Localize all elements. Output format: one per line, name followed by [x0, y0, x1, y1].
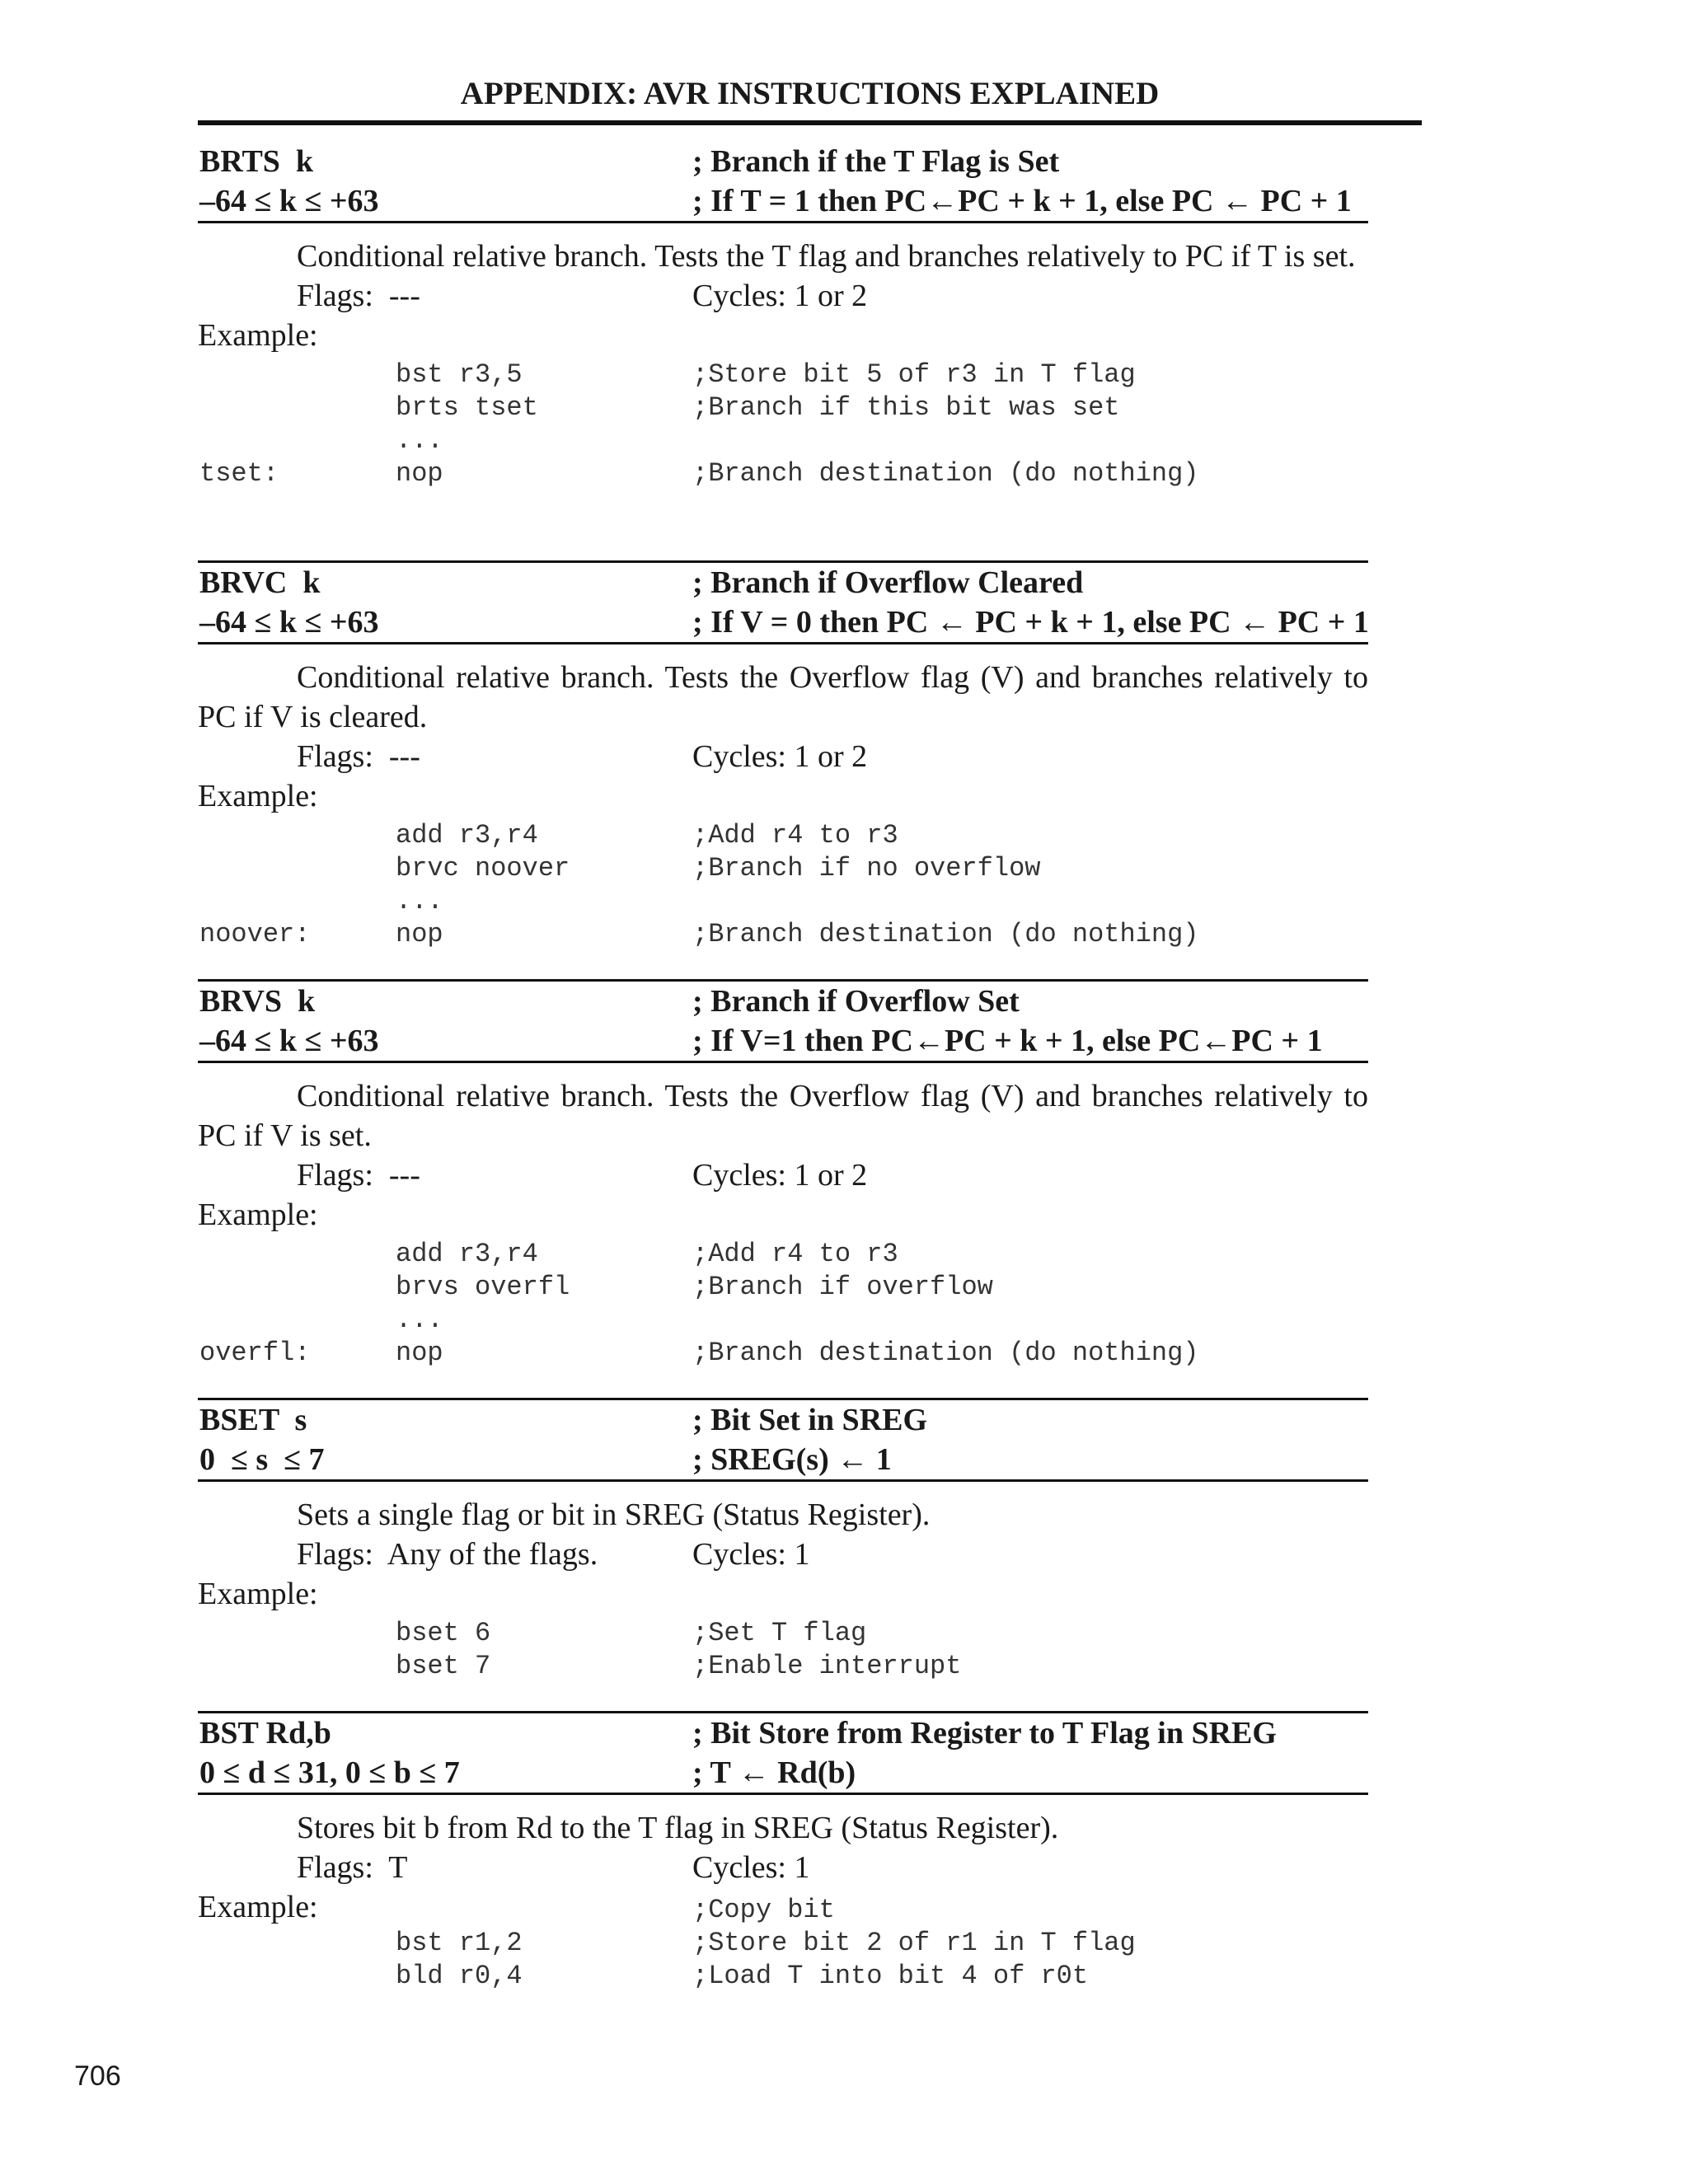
instruction-brvs: [198, 979, 1368, 1370]
summary: ; Bit Set in SREG: [692, 1403, 928, 1437]
instruction-heading: [198, 142, 1368, 223]
code-instruction: ...: [396, 425, 443, 456]
description: Conditional relative branch. Tests the Overflow flag (V) and branches relatively to PC if V is cleared.: [198, 660, 1368, 734]
summary: ; Bit Store from Register to T Flag in SREG: [692, 1716, 1277, 1750]
code-instruction: nop: [396, 458, 443, 489]
example-label: Example:: [198, 1890, 318, 1924]
code-example: [198, 819, 1368, 951]
code-line: [198, 391, 1368, 424]
code-label: noover:: [199, 919, 311, 949]
code-instruction: bld r0,4: [396, 1961, 523, 1991]
summary: ; Branch if the T Flag is Set: [692, 144, 1060, 179]
operand-range: –64 ≤ k ≤ +63: [199, 1024, 379, 1058]
code-instruction: brvc noover: [396, 853, 570, 883]
flags: Flags: ---: [297, 1158, 420, 1193]
description: Conditional relative branch. Tests the T flag and branches relatively to PC if T is set.: [297, 239, 1356, 274]
code-comment: ;Add r4 to r3: [692, 1239, 898, 1269]
operand-range: 0 ≤ s ≤ 7: [199, 1442, 325, 1477]
example-label: Example:: [198, 318, 318, 353]
code-comment: ;Branch destination (do nothing): [692, 919, 1199, 949]
cycles: Cycles: 1: [692, 1850, 810, 1885]
code-comment: ;Branch if this bit was set: [692, 392, 1120, 423]
instruction-bst: [198, 1711, 1368, 1993]
instruction-bset: [198, 1398, 1368, 1683]
instruction-heading: [198, 1398, 1368, 1482]
code-comment: ;Copy bit: [692, 1895, 835, 1925]
code-instruction: bst r1,2: [396, 1928, 523, 1958]
summary: ; Branch if Overflow Set: [692, 984, 1020, 1019]
code-instruction: add r3,r4: [396, 1239, 538, 1269]
cycles: Cycles: 1 or 2: [692, 279, 868, 313]
code-example: [198, 1617, 1368, 1683]
code-example: [198, 359, 1368, 490]
operand-range: 0 ≤ d ≤ 31, 0 ≤ b ≤ 7: [199, 1755, 460, 1790]
code-line: [198, 918, 1368, 951]
code-instruction: ...: [396, 1305, 443, 1335]
code-comment: ;Load T into bit 4 of r0t: [692, 1961, 1089, 1991]
example-label: Example:: [198, 1197, 318, 1232]
mnemonic: BRVC k: [199, 565, 321, 600]
header-rule: [198, 120, 1422, 125]
flags: Flags: T: [297, 1850, 408, 1885]
flags: Flags: Any of the flags.: [297, 1537, 598, 1572]
code-line: [198, 1617, 1368, 1650]
code-line: [198, 457, 1368, 490]
code-line: [198, 1927, 1368, 1960]
code-line: [198, 424, 1368, 457]
operation: ; If T = 1 then PC←PC + k + 1, else PC ← PC + 1: [692, 184, 1352, 218]
code-comment: ;Branch destination (do nothing): [692, 458, 1199, 489]
code-comment: ;Add r4 to r3: [692, 820, 898, 851]
code-instruction: ...: [396, 886, 443, 916]
code-comment: ;Store bit 2 of r1 in T flag: [692, 1928, 1136, 1958]
description: Stores bit b from Rd to the T flag in SREG (Status Register).: [297, 1811, 1059, 1845]
summary: ; Branch if Overflow Cleared: [692, 565, 1084, 600]
instruction-brts: [198, 142, 1368, 490]
code-example: [198, 1894, 1368, 1993]
code-line: [198, 885, 1368, 918]
code-line: [198, 1238, 1368, 1271]
instruction-heading: [198, 979, 1368, 1063]
cycles: Cycles: 1 or 2: [692, 1158, 868, 1193]
code-line: [198, 852, 1368, 885]
code-example: [198, 1238, 1368, 1370]
mnemonic: BST Rd,b: [199, 1716, 331, 1750]
operation: ; If V=1 then PC←PC + k + 1, else PC←PC + 1: [692, 1024, 1323, 1058]
code-line: [198, 1304, 1368, 1337]
instruction-heading: [198, 560, 1368, 644]
code-instruction: nop: [396, 919, 443, 949]
operation: ; If V = 0 then PC ← PC + k + 1, else PC ← PC + 1: [692, 605, 1369, 640]
instruction-brvc: [198, 560, 1368, 951]
code-line: [198, 359, 1368, 391]
instruction-heading: [198, 1711, 1368, 1795]
code-label: overfl:: [199, 1338, 311, 1368]
code-line: [198, 1271, 1368, 1304]
example-label: Example:: [198, 1577, 318, 1611]
code-instruction: brvs overfl: [396, 1272, 570, 1302]
code-line: [198, 1894, 1368, 1927]
code-instruction: add r3,r4: [396, 820, 538, 851]
code-instruction: bset 6: [396, 1618, 491, 1648]
code-label: tset:: [199, 458, 279, 489]
code-instruction: nop: [396, 1338, 443, 1368]
flags: Flags: ---: [297, 279, 420, 313]
operation: ; T ← Rd(b): [692, 1755, 856, 1790]
code-line: [198, 1337, 1368, 1370]
code-instruction: bst r3,5: [396, 359, 523, 390]
description: Sets a single flag or bit in SREG (Status Register).: [297, 1497, 931, 1532]
mnemonic: BRVS k: [199, 984, 316, 1019]
code-comment: ;Branch destination (do nothing): [692, 1338, 1199, 1368]
code-comment: ;Store bit 5 of r3 in T flag: [692, 359, 1136, 390]
code-line: [198, 1650, 1368, 1683]
operand-range: –64 ≤ k ≤ +63: [199, 184, 379, 218]
code-comment: ;Branch if no overflow: [692, 853, 1041, 883]
cycles: Cycles: 1: [692, 1537, 810, 1572]
page-number: 706: [74, 2060, 121, 2092]
mnemonic: BRTS k: [199, 144, 314, 179]
operation: ; SREG(s) ← 1: [692, 1442, 892, 1477]
code-instruction: brts tset: [396, 392, 538, 423]
code-line: [198, 1960, 1368, 1993]
code-comment: ;Enable interrupt: [692, 1651, 962, 1681]
operand-range: –64 ≤ k ≤ +63: [199, 605, 379, 640]
code-comment: ;Branch if overflow: [692, 1272, 993, 1302]
page-header: APPENDIX: AVR INSTRUCTIONS EXPLAINED: [460, 76, 1160, 111]
flags: Flags: ---: [297, 739, 420, 774]
code-instruction: bset 7: [396, 1651, 491, 1681]
example-label: Example:: [198, 779, 318, 813]
code-line: [198, 819, 1368, 852]
code-comment: ;Set T flag: [692, 1618, 867, 1648]
description: Conditional relative branch. Tests the Overflow flag (V) and branches relatively to PC if V is set.: [198, 1079, 1368, 1153]
cycles: Cycles: 1 or 2: [692, 739, 868, 774]
mnemonic: BSET s: [199, 1403, 307, 1437]
